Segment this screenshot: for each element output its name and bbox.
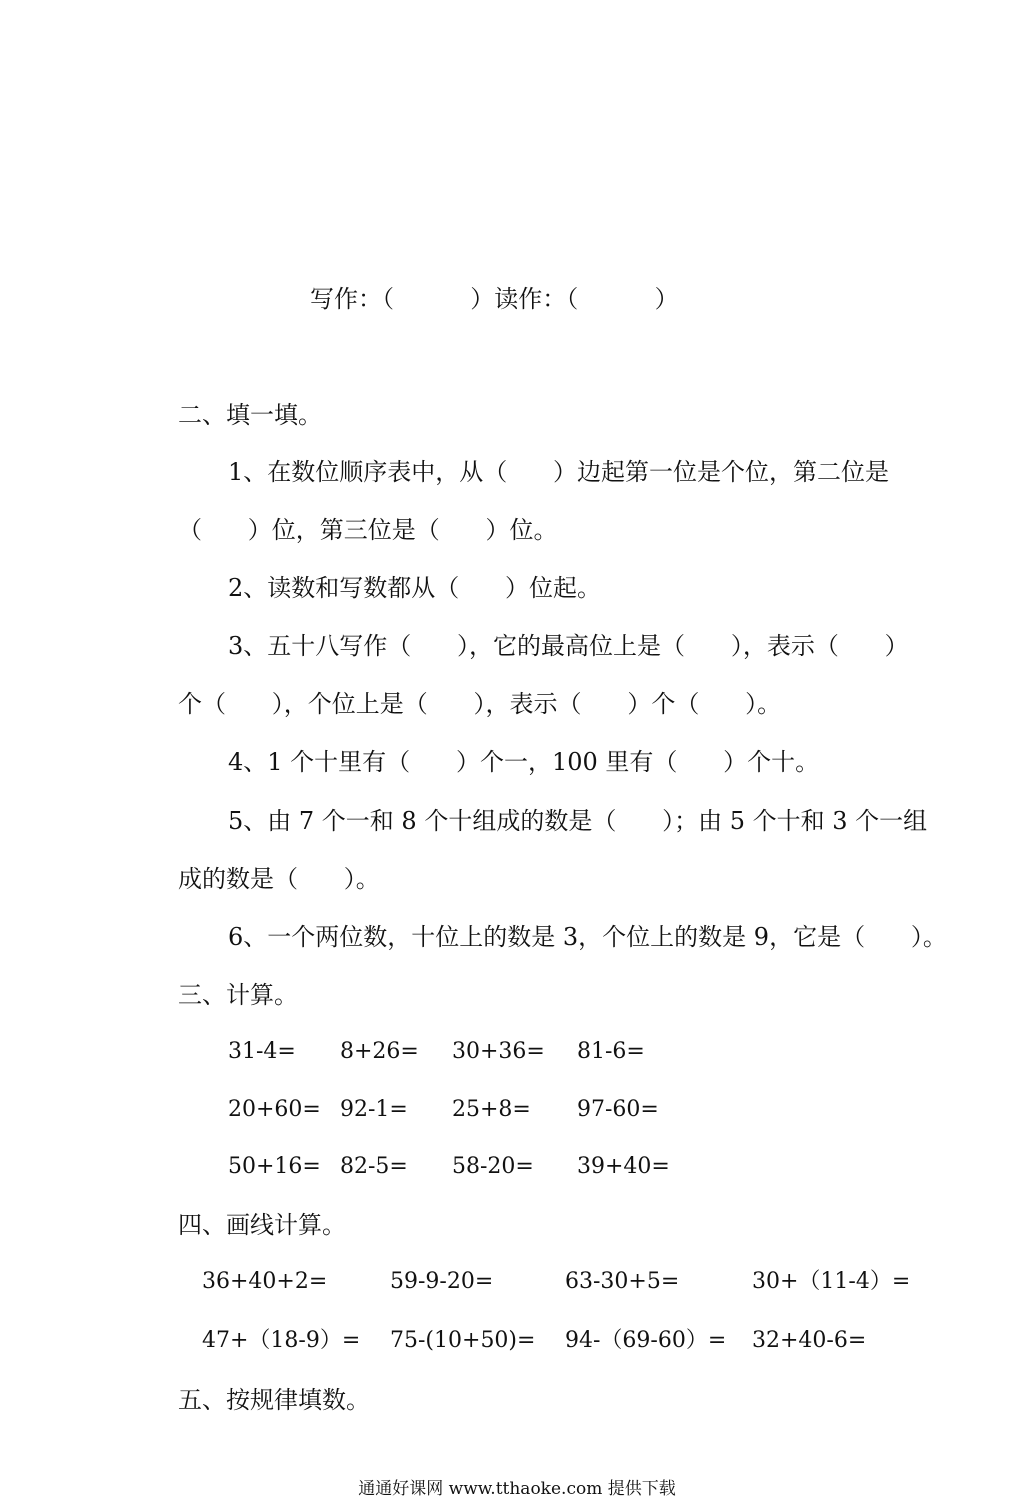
question-3-line-1: 3、五十八写作（ ），它的最高位上是（ ），表示（ ） (228, 632, 909, 660)
calc-item: 31-4= (228, 1039, 296, 1064)
line-calc-item: 59-9-20= (390, 1269, 494, 1294)
calc-item: 25+8= (452, 1097, 531, 1122)
calc-item: 92-1= (340, 1097, 408, 1122)
question-5-line-1: 5、由 7 个一和 8 个十组成的数是（ ）；由 5 个十和 3 个一组 (228, 807, 928, 835)
calc-item: 20+60= (228, 1097, 321, 1122)
line-calc-item: 47+（18-9）= (202, 1328, 361, 1353)
question-1-line-1: 1、在数位顺序表中，从（ ）边起第一位是个位，第二位是 (228, 458, 890, 486)
section-3-title: 三、计算。 (178, 981, 298, 1009)
calc-item: 39+40= (577, 1154, 670, 1179)
calc-item: 81-6= (577, 1039, 645, 1064)
section-5-title: 五、按规律填数。 (178, 1386, 370, 1414)
question-5-line-2: 成的数是（ ）。 (178, 865, 380, 893)
line-calc-item: 94-（69-60）= (565, 1328, 727, 1353)
line-calc-item: 32+40-6= (752, 1328, 867, 1353)
question-4: 4、1 个十里有（ ）个一，100 里有（ ）个十。 (228, 748, 820, 776)
line-calc-item: 30+（11-4）= (752, 1269, 911, 1294)
calc-item: 50+16= (228, 1154, 321, 1179)
calc-item: 97-60= (577, 1097, 659, 1122)
question-1-line-2: （ ）位，第三位是（ ）位。 (178, 516, 558, 544)
calc-item: 82-5= (340, 1154, 408, 1179)
line-calc-item: 36+40+2= (202, 1269, 328, 1294)
calc-item: 30+36= (452, 1039, 545, 1064)
footer-source: 通通好课网 www.tthaoke.com 提供下载 (358, 1479, 676, 1499)
calc-item: 8+26= (340, 1039, 419, 1064)
calc-item: 58-20= (452, 1154, 534, 1179)
line-calc-item: 75-(10+50)= (390, 1328, 536, 1353)
question-6: 6、一个两位数，十位上的数是 3，个位上的数是 9，它是（ ）。 (228, 923, 947, 951)
section-4-title: 四、画线计算。 (178, 1211, 346, 1239)
question-3-line-2: 个（ ），个位上是（ ），表示（ ）个（ ）。 (178, 690, 782, 718)
question-2: 2、读数和写数都从（ ）位起。 (228, 574, 602, 602)
section-2-title: 二、填一填。 (178, 401, 322, 429)
write-read-line: 写作：（ ）读作：（ ） (310, 285, 679, 313)
line-calc-item: 63-30+5= (565, 1269, 680, 1294)
